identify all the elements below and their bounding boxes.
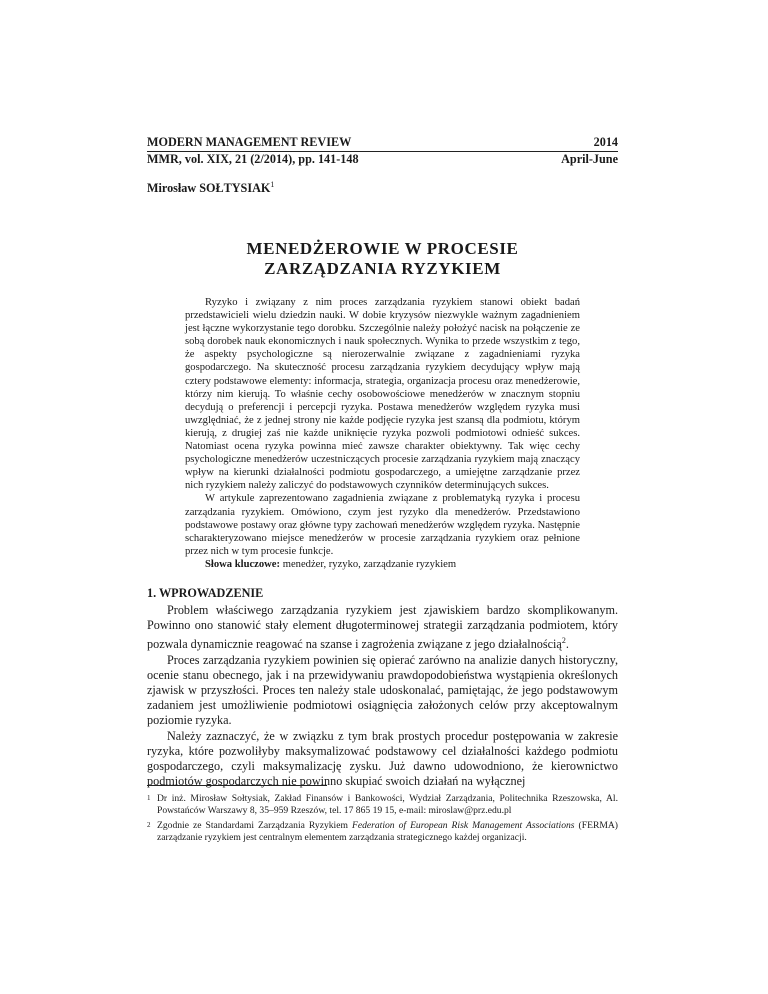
author-line <box>147 180 274 196</box>
author-name: Mirosław SOŁTYSIAK <box>147 181 271 196</box>
header-bottom-row <box>147 152 618 167</box>
running-header <box>147 135 618 167</box>
footnote-2 <box>147 820 618 844</box>
footnotes <box>147 793 618 847</box>
body-paragraph-1-text: Problem właściwego zarządzania ryzykiem jest zjawiskiem bardzo skomplikowanym. Powinno ono stanowić stały element długoterminowej strategii zarządzania podmiotem, który pozwala dynamicznie reagować na szanse i zagrożenia związane z jego działalnością <box>147 603 618 652</box>
footnote-2-post: (FERMA) zarządzanie ryzykiem jest centralnym elementem zarządzania strategicznego każdej organizacji. <box>157 820 618 843</box>
footnote-2-italic: Federation of European Risk Management Associations <box>351 820 575 831</box>
abstract-paragraph-1: Ryzyko i związany z nim proces zarządzania ryzykiem stanowi obiekt badań przedstawicieli wielu dziedzin nauki. W dobie kryzysów niezwykle ważnym zagadnieniem jest łączne wykorzystanie tego dorobku. Szczególnie należy położyć nacisk na połączenie ze sobą dorobek nauk ekonomicznych i nauk społecznych. Wynika to przede wszystkim z tego, że aspekty psychologiczne są nierozerwalnie związane z zagadnieniami ryzyka gospodarczego. Na skuteczność procesu zarządzania ryzykiem decydujący wpływ mają cztery podstawowe elementy: informacja, strategia, organizacja procesu oraz menedżerowie, którzy nim kierują. To właśnie cechy osobowościowe menedżerów w znacznym stopniu decydują o preferencji i percepcji ryzyka. Postawa menedżerów względem ryzyka musi uwzględniać, że z jednej strony nie każde podjęcie ryzyka jest szansą dla podmiotu, którym kierują, z drugiej zaś nie każde uniknięcie ryzyka pozwoli podmiotowi odnieść sukces. Natomiast ocena ryzyka powinna mieć zawsze charakter obiektywny. Tak więc cechy psychologiczne menedżerów uczestniczących procesie zarządzania ryzykiem mają znaczący wpływ na kierunki działalności podmiotu gospodarczego, a umiejętne zarządzanie przez nich ryzykiem należy zaliczyć do podstawowych czynników determinujących sukces. <box>185 297 580 492</box>
title-line-1: MENEDŻEROWIE W PROCESIE <box>246 239 519 258</box>
keywords-line <box>185 558 580 571</box>
title-line-2: ZARZĄDZANIA RYZYKIEM <box>264 259 501 278</box>
footnote-1-text: Dr inż. Mirosław Sołtysiak, Zakład Finansów i Bankowości, Wydział Zarządzania, Politechnika Rzeszowska, Al. Powstańców Warszawy 8, 35–959 Rzeszów, tel. 17 865 19 15, e-mail: miroslaw@prz.edu.pl <box>157 793 618 816</box>
keywords-label: Słowa kluczowe: <box>205 558 281 570</box>
body-paragraph-1-end: . <box>565 637 569 652</box>
footnote-2-number: 2 <box>147 821 151 829</box>
keywords-text: menedżer, ryzyko, zarządzanie ryzykiem <box>282 558 457 570</box>
footnote-1-number: 1 <box>147 794 151 802</box>
footnote-ref-2: 2 <box>561 636 566 646</box>
author-footnote-ref: 1 <box>270 180 275 189</box>
footnote-2-pre: Zgodnie ze Standardami Zarządzania Ryzykiem <box>157 820 348 831</box>
abstract <box>185 296 580 571</box>
footnote-1 <box>147 793 618 817</box>
body-paragraph-1 <box>147 603 618 653</box>
body-paragraph-3: Należy zaznaczyć, że w związku z tym brak prostych procedur postępowania w zakresie ryzyka, które pozwoliłyby maksymalizować podstawowy cel działalności każdego podmiotu gospodarczego, czyli maksymalizację zysku. Już dawno udowodniono, że kierownictwo podmiotów gospodarczych nie powinno skupiać swoich działań na wyłącznej <box>147 728 618 789</box>
abstract-paragraph-2: W artykule zaprezentowano zagadnienia związane z problematyką ryzyka i procesu zarządzania ryzykiem. Omówiono, czym jest ryzyko dla menedżerów. Przedstawiono podstawowe postawy oraz główne typy zachowań menedżerów względem ryzyka. Następnie scharakteryzowano miejsce menedżerów w procesie zarządzania ryzykiem oraz pełnione przez nich w tym procesie funkcje. <box>185 493 580 557</box>
issue-season: April-June <box>561 152 618 166</box>
footnote-separator <box>147 785 327 786</box>
section-body <box>147 603 618 790</box>
body-paragraph-2: Proces zarządzania ryzykiem powinien się opierać zarówno na analizie danych historyczny, ocenie stanu obecnego, jak i na przewidywaniu prawdopodobieństwa wystąpienia określonych zjawisk w przyszłości. Proces ten należy stale udoskonalać, pamiętając, że jego podstawowym zadaniem jest umożliwienie podmiotowi osiągnięcia założonych celów przy akceptowalnym poziomie ryzyka. <box>147 652 618 728</box>
footnote-2-text <box>157 820 618 844</box>
header-top-row <box>147 135 618 152</box>
citation: MMR, vol. XIX, 21 (2/2014), pp. 141-148 <box>147 152 359 166</box>
publication-year: 2014 <box>593 135 618 149</box>
journal-name: MODERN MANAGEMENT REVIEW <box>147 135 352 149</box>
article-title <box>147 239 618 279</box>
section-heading: 1. WPROWADZENIE <box>147 586 264 600</box>
